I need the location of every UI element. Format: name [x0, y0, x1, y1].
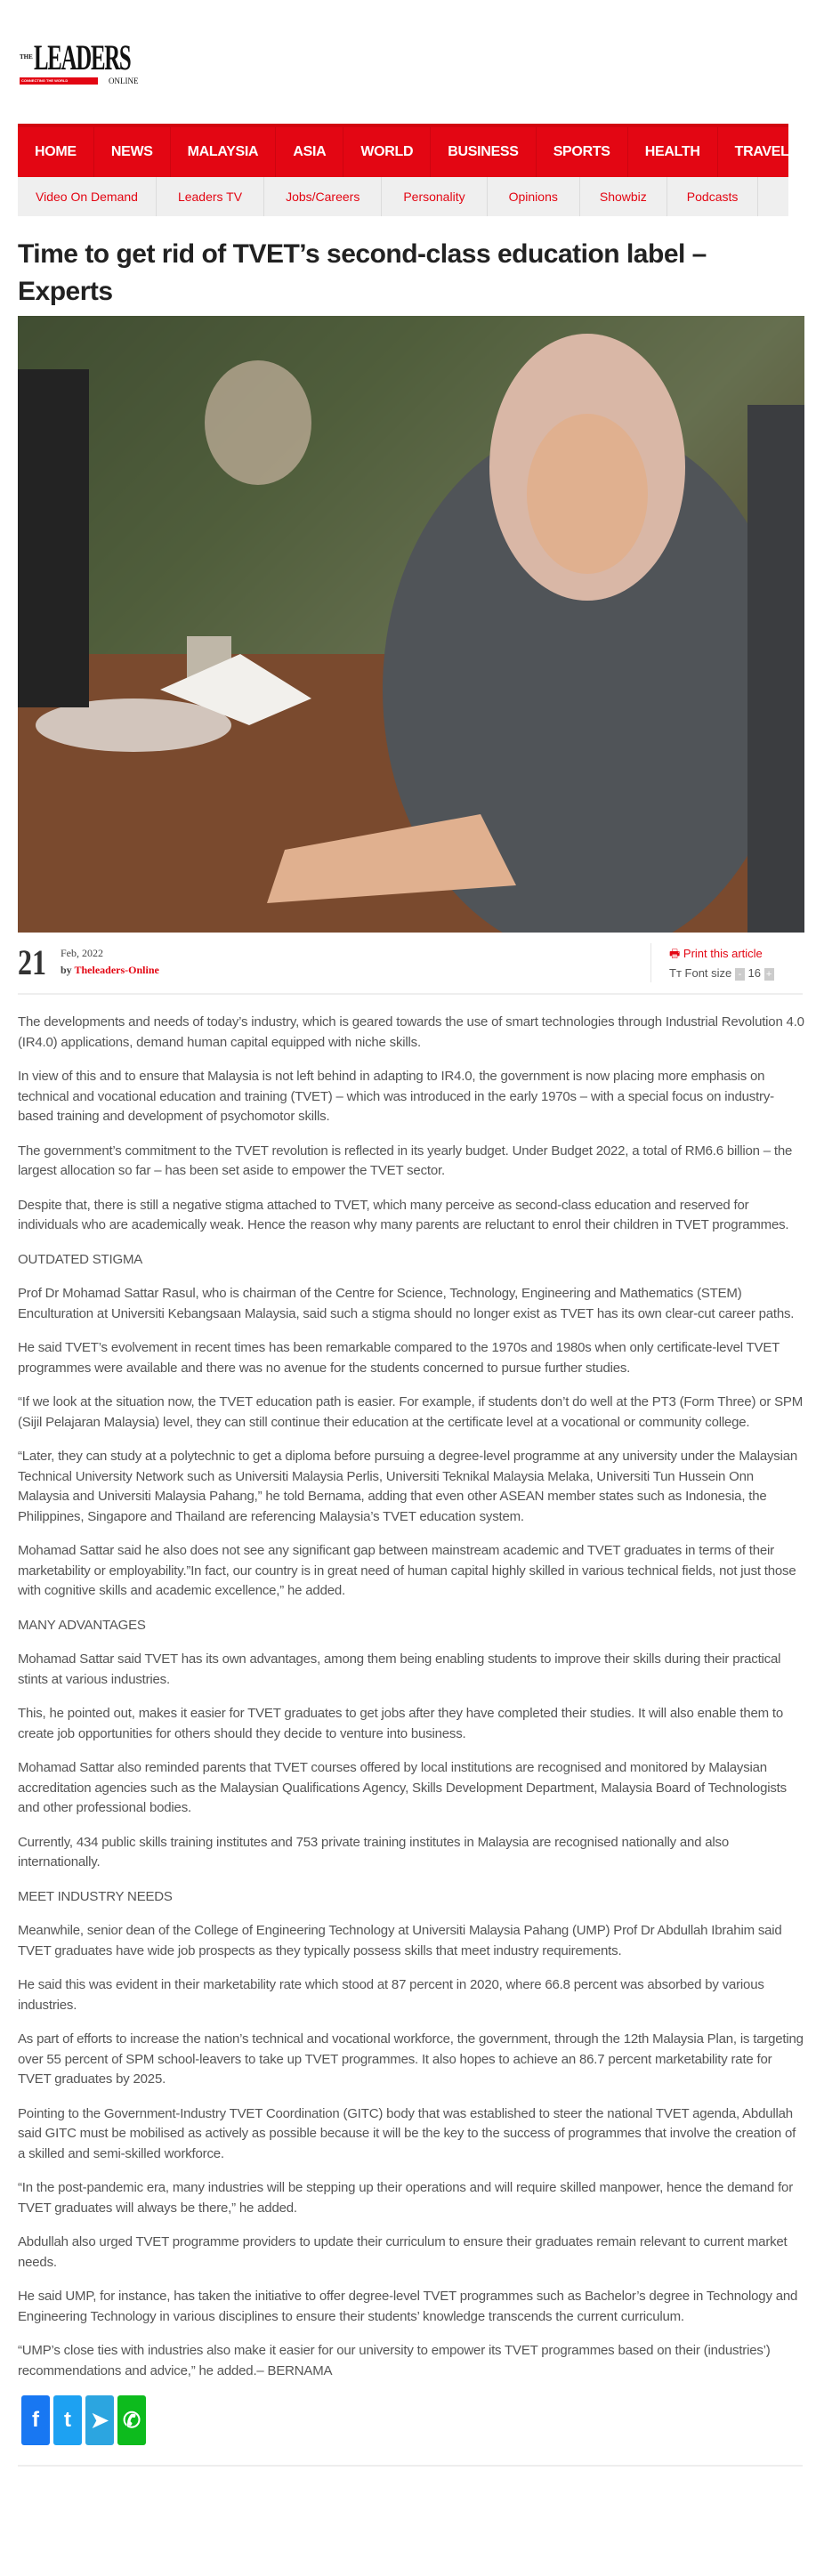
article-paragraph: In view of this and to ensure that Malaysia is not left behind in adapting to IR4.0, the government is now placing more emphasis on technical and vocational education and training (TVET) – which was introduced in the early 1970s – with a special focus on industry-based training and development of psychomotor skills. [18, 1069, 774, 1124]
subnav-opinions[interactable]: Opinions [488, 177, 580, 216]
nav-health[interactable]: HEALTH [628, 127, 718, 177]
article-paragraph: “If we look at the situation now, the TVET education path is easier. For example, if students don’t do well at the PT3 (Form Three) or SPM (Sijil Pelajaran Malaysia) level, they can still continue their education at the certificate level at a vocational or community college. [18, 1394, 804, 1430]
article-paragraph: Mohamad Sattar said TVET has its own advantages, among them being enabling students to improve their skills during their practical stints at various industries. [18, 1651, 781, 1687]
article-hero-image [18, 316, 804, 933]
subnav-leaders-tv[interactable]: Leaders TV [157, 177, 264, 216]
facebook-share-button[interactable] [21, 2395, 50, 2445]
font-size-control: Tт Font size - 16 + [669, 966, 774, 981]
publish-day: 21 [18, 942, 46, 982]
font-decrease-button[interactable]: - [735, 968, 745, 981]
article-body [18, 1013, 804, 2381]
facebook-icon: f [32, 2408, 39, 2432]
article-paragraph: “Later, they can study at a polytechnic to get a diploma before pursuing a degree-level programme at any university under the Malaysian Technical University Network such as Universiti Malaysia Perlis, Universiti Teknikal Malaysia Melaka, Universiti Tun Hussein Onn Malaysia and Universiti Malaysia Pahang,” he told Bernama, adding that even other ASEAN member states such as Indonesia, the Philippines, Singapore and Thailand are referencing Malaysia’s TVET education system. [18, 1449, 798, 1524]
article-paragraph: The developments and needs of today’s industry, which is geared towards the use of smart technologies through Industrial Revolution 4.0 (IR4.0) applications, demand human capital equipped with niche skills. [18, 1014, 804, 1050]
article-paragraph: He said TVET’s evolvement in recent times has been remarkable compared to the 1970s and 1980s when only certificate-level TVET programmes were available and there was no avenue for the students concerned to pursue further studies. [18, 1340, 780, 1376]
footer-divider [18, 2465, 803, 2467]
article-paragraph: “UMP’s close ties with industries also make it easier for our university to empower its TVET programmes based on their (industries’) recommendations and advice,” he added.– BERNAMA [18, 2343, 771, 2378]
sub-nav [18, 177, 788, 216]
subnav-jobs-careers[interactable]: Jobs/Careers [264, 177, 382, 216]
printer-icon: 🖶 [669, 947, 681, 960]
article-tools [650, 943, 774, 982]
article-paragraph: Meanwhile, senior dean of the College of Engineering Technology at Universiti Malaysia Pahang (UMP) Prof Dr Abdullah Ibrahim said TVET graduates have wide job prospects as they typically possess skills that meet industry requirements. [18, 1923, 782, 1958]
print-article-link[interactable]: 🖶 Print this article [669, 947, 763, 960]
article-paragraph: Prof Dr Mohamad Sattar Rasul, who is chairman of the Centre for Science, Technology, Engineering and Mathematics (STEM) Enculturation at Universiti Kebangsaan Malaysia, said such a stigma should no longer exist as TVET has its own clear-cut career paths. [18, 1286, 795, 1321]
nav-world[interactable]: WORLD [343, 127, 431, 177]
subnav-personality[interactable]: Personality [382, 177, 487, 216]
site-logo[interactable]: THE LEADERS CONNECTING THE WORLD ONLINE [20, 37, 139, 85]
nav-business[interactable]: BUSINESS [431, 127, 536, 177]
article-paragraph: “In the post-pandemic era, many industries will be stepping up their operations and will require skilled manpower, hence the demand for TVET graduates will always be there,” he added. [18, 2180, 793, 2216]
article-meta [18, 943, 804, 988]
telegram-icon: ➤ [90, 2408, 109, 2433]
font-increase-button[interactable]: + [764, 968, 774, 981]
byline: by Theleaders-Online [61, 964, 159, 976]
nav-sports[interactable]: SPORTS [537, 127, 628, 177]
hero-photo-illustration [18, 316, 804, 933]
article-paragraph: Despite that, there is still a negative stigma attached to TVET, which many perceive as second-class education and reserved for individuals who are academically weak. Hence the reason why many parents are reluctant to enrol their children in TVET programmes. [18, 1197, 789, 1232]
article-paragraph: Currently, 434 public skills training institutes and 753 private training institutes in Malaysia are recognised nationally and also internationally. [18, 1834, 729, 1869]
article-paragraph: Mohamad Sattar also reminded parents that TVET courses offered by local institutions are recognised and monitored by Malaysian accreditation agencies such as the Malaysian Qualifications Agency, Skills Development Department, Malaysia Board of Technologists and other professional bodies. [18, 1760, 787, 1815]
article-paragraph: He said this was evident in their marketability rate which stood at 87 percent in 2020, where 66.8 percent was absorbed by various industries. [18, 1977, 764, 2013]
main-nav [18, 124, 788, 177]
article-paragraph: He said UMP, for instance, has taken the initiative to offer degree-level TVET programmes such as Bachelor’s degree in Technology and Engineering Technology in various disciplines to ensure their students’ knowledge transcends the current curriculum. [18, 2289, 798, 2324]
nav-travel[interactable]: TRAVEL [734, 144, 789, 159]
article-paragraph: The government’s commitment to the TVET revolution is reflected in its yearly budget. Under Budget 2022, a total of RM6.6 billion – the largest allocation so far – has been set aside to empower the TVET sector. [18, 1143, 793, 1178]
font-size-value: 16 [747, 966, 761, 980]
article-paragraph: Pointing to the Government-Industry TVET Coordination (GITC) body that was established to steer the national TVET agenda, Abdullah said GITC must be mobilised as actively as possible because it will be the key to the success of programmes that involve the creation of a skilled and semi-skilled workforce. [18, 2105, 796, 2161]
text-size-icon: Tт [669, 966, 682, 980]
nav-news[interactable]: NEWS [94, 127, 171, 177]
article-paragraph: This, he pointed out, makes it easier for TVET graduates to get jobs after they have completed their studies. It will also enable them to create job opportunities for others should they decide to venture into business. [18, 1706, 784, 1741]
subnav-showbiz[interactable]: Showbiz [580, 177, 667, 216]
meta-divider [18, 993, 803, 995]
article-paragraph: Abdullah also urged TVET programme providers to update their curriculum to ensure their graduates remain relevant to current market needs. [18, 2234, 788, 2270]
section-heading: MANY ADVANTAGES [18, 1617, 146, 1633]
section-heading: MEET INDUSTRY NEEDS [18, 1888, 173, 1904]
publish-month-year: Feb, 2022 [61, 947, 103, 959]
article-title: Time to get rid of TVET’s second-class education label – Experts [18, 239, 707, 306]
whatsapp-icon: ✆ [122, 2408, 141, 2433]
article-content [18, 1013, 804, 2467]
nav-home[interactable]: HOME [18, 127, 94, 177]
twitter-share-button[interactable] [53, 2395, 82, 2445]
nav-asia[interactable]: ASIA [276, 127, 343, 177]
subnav-video-on-demand[interactable]: Video On Demand [18, 177, 157, 216]
twitter-icon: t [64, 2408, 71, 2432]
nav-malaysia[interactable]: MALAYSIA [171, 127, 277, 177]
share-buttons [21, 2395, 804, 2445]
telegram-share-button[interactable] [85, 2395, 114, 2445]
section-heading: OUTDATED STIGMA [18, 1251, 143, 1267]
author-link[interactable]: Theleaders-Online [74, 964, 159, 976]
article-paragraph: As part of efforts to increase the nation’s technical and vocational workforce, the government, through the 12th Malaysia Plan, is targeting over 55 percent of SPM school-leavers to take up TVET programmes. It also hopes to achieve an 86.7 percent marketability rate for TVET graduates by 2025. [18, 2031, 804, 2087]
subnav-podcasts[interactable]: Podcasts [667, 177, 759, 216]
article-paragraph: Mohamad Sattar said he also does not see any significant gap between mainstream academic and TVET graduates in terms of their marketability or employability.”In fact, our country is in great need of human capital highly skilled in various technical fields, not just those with cognitive skills and academic excellence,” he added. [18, 1543, 796, 1598]
whatsapp-share-button[interactable] [117, 2395, 146, 2445]
